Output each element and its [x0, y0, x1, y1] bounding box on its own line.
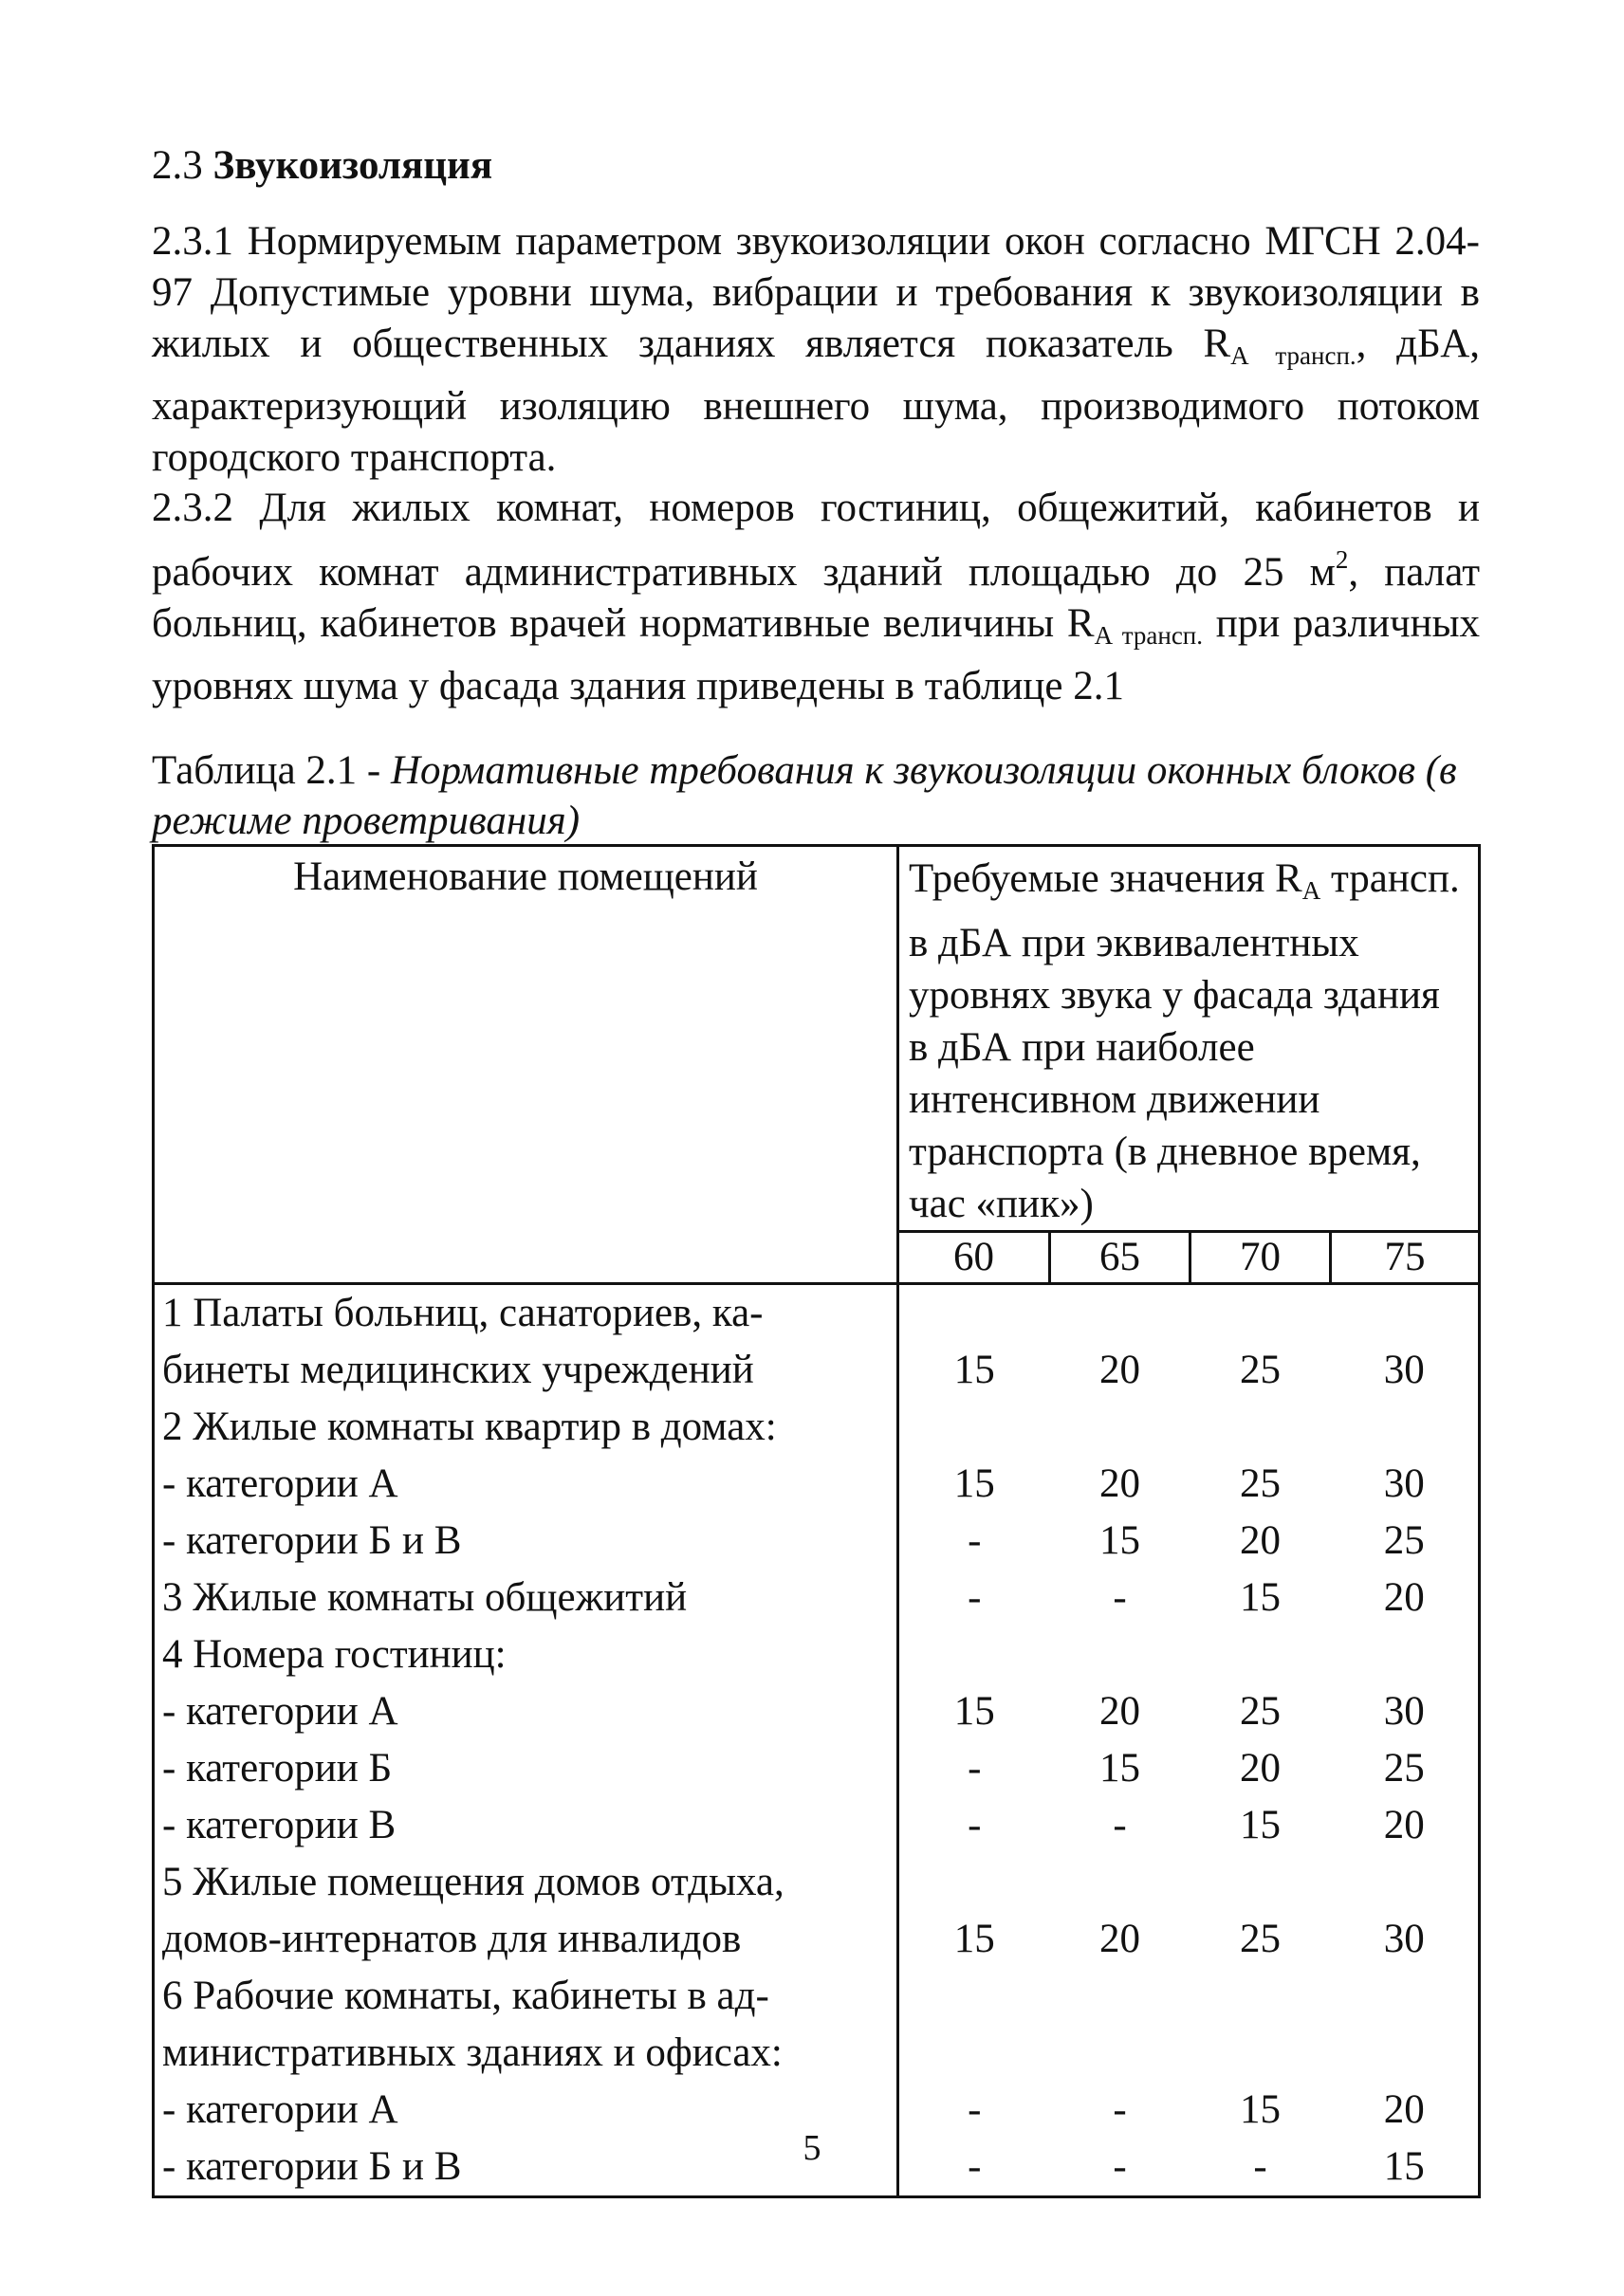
row-name: 1 Палаты больниц, санаториев, ка-	[154, 1284, 898, 1343]
table-row	[154, 2025, 1480, 2082]
row-value: 20	[1240, 1746, 1281, 1791]
row-name: министративных зданиях и офисах:	[154, 2025, 898, 2082]
row-value	[898, 2025, 1050, 2082]
subscript: А	[1301, 876, 1321, 905]
row-value: -	[968, 1518, 982, 1563]
row-value	[1331, 1284, 1480, 1343]
table-caption-title: Нормативные требования к звукоизоляции оконных блоков (в режиме проветривания)	[152, 748, 1457, 843]
row-name: 2 Жилые комнаты квартир в домах:	[154, 1399, 898, 1456]
row-value: 20	[1099, 1461, 1140, 1506]
col-header-required	[898, 846, 1480, 1232]
paragraph-text-mid: , палат больниц, кабинетов врачей нормативные величины R	[152, 550, 1480, 646]
row-value	[1050, 1854, 1190, 1911]
row-name: - категории А	[154, 1456, 898, 1513]
row-value: 15	[1240, 2087, 1281, 2132]
row-value	[898, 1854, 1050, 1911]
row-value: 25	[1331, 1740, 1480, 1797]
row-value: 15	[1240, 1803, 1281, 1847]
table-row	[154, 1797, 1480, 1854]
table-row	[154, 1911, 1480, 1968]
level-header: 75	[1331, 1232, 1480, 1284]
row-value	[1050, 2025, 1190, 2082]
row-value: 30	[1331, 1683, 1480, 1740]
section-number: 2.3	[152, 143, 203, 188]
col-header-required-tail: трансп. в дБА при эквивалентных уровнях звука у фасада здания в дБА при наиболее интенсивном движении транспорта (в дневное время, час «пик»)	[909, 856, 1460, 1226]
row-value: -	[1113, 1575, 1127, 1620]
norms-table	[152, 844, 1481, 2198]
row-value: 20	[1331, 2082, 1480, 2139]
row-value: 20	[1099, 1689, 1140, 1734]
table-row	[154, 1740, 1480, 1797]
row-value: -	[968, 2087, 982, 2132]
paragraph-text-tail: , дБА, характеризующий изоляцию внешнего шума, производимого потоком городского транспорта.	[152, 321, 1480, 480]
paragraph-2-3-2	[152, 483, 1480, 712]
row-name: домов-интернатов для инвалидов	[154, 1911, 898, 1968]
row-name: - категории А	[154, 1683, 898, 1740]
row-name: 3 Жилые комнаты общежитий	[154, 1570, 898, 1626]
table-row	[154, 1399, 1480, 1456]
row-value	[1190, 1626, 1331, 1683]
row-name: - категории В	[154, 1797, 898, 1854]
row-name: - категории Б и В	[154, 1513, 898, 1570]
row-name: - категории Б	[154, 1740, 898, 1797]
table-row	[154, 1456, 1480, 1513]
row-value	[898, 1399, 1050, 1456]
paragraph-2-3-1	[152, 216, 1480, 484]
row-name: - категории А	[154, 2082, 898, 2139]
col-header-required-text: Требуемые значения R	[909, 856, 1302, 901]
row-value: 25	[1240, 1461, 1281, 1506]
row-value: 20	[1099, 1917, 1140, 1961]
subscript: А трансп.	[1230, 341, 1356, 370]
row-value	[898, 1626, 1050, 1683]
row-value: 20	[1099, 1348, 1140, 1392]
row-value: 30	[1331, 1911, 1480, 1968]
row-value: -	[1190, 2139, 1331, 2197]
row-value	[1331, 2025, 1480, 2082]
row-value	[1190, 1284, 1331, 1343]
row-value	[1190, 1854, 1331, 1911]
row-value: 15	[953, 1461, 995, 1506]
row-value	[1190, 2025, 1331, 2082]
row-value	[1331, 1968, 1480, 2025]
row-value	[898, 1284, 1050, 1343]
row-value	[1050, 1968, 1190, 2025]
row-value: -	[968, 1575, 982, 1620]
table-row	[154, 1570, 1480, 1626]
row-value: 15	[953, 1348, 995, 1392]
row-value: 25	[1240, 1348, 1281, 1392]
table-row	[154, 1968, 1480, 2025]
row-name: бинеты медицинских учреждений	[154, 1342, 898, 1399]
row-value: 30	[1331, 1342, 1480, 1399]
row-value	[1050, 1399, 1190, 1456]
paragraph-text: 2.3.2 Для жилых комнат, номеров гостиниц, общежитий, кабинетов и рабочих комнат административных зданий площадью до 25 м	[152, 486, 1480, 595]
section-heading	[152, 138, 492, 193]
level-header: 60	[898, 1232, 1050, 1284]
row-name: - категории Б и В	[154, 2139, 898, 2197]
row-value: 15	[953, 1917, 995, 1961]
row-value: 20	[1331, 1570, 1480, 1626]
row-value: 25	[1240, 1917, 1281, 1961]
row-value: -	[968, 1803, 982, 1847]
row-name: 6 Рабочие комнаты, кабинеты в ад-	[154, 1968, 898, 2025]
row-value	[1190, 1968, 1331, 2025]
row-value: -	[968, 1746, 982, 1791]
row-name: 5 Жилые помещения домов отдыха,	[154, 1854, 898, 1911]
row-value: 25	[1240, 1689, 1281, 1734]
table-row	[154, 1626, 1480, 1683]
table-row	[154, 1513, 1480, 1570]
row-value: -	[1113, 2087, 1127, 2132]
table-caption-prefix: Таблица 2.1 -	[152, 748, 391, 793]
table-row	[154, 1342, 1480, 1399]
paragraph-text-tail: при различных уровнях шума у фасада здания приведены в таблице 2.1	[152, 601, 1481, 708]
row-value: 20	[1240, 1518, 1281, 1563]
row-value: 15	[1099, 1518, 1140, 1563]
table-row	[154, 1854, 1480, 1911]
row-value: 15	[1099, 1746, 1140, 1791]
row-value	[1050, 1284, 1190, 1343]
level-header: 65	[1050, 1232, 1190, 1284]
row-value: 15	[953, 1689, 995, 1734]
row-value: -	[898, 2139, 1050, 2197]
subscript: А трансп.	[1094, 621, 1204, 650]
superscript: 2	[1335, 545, 1349, 574]
row-value: -	[1050, 2139, 1190, 2197]
paragraph-text: 2.3.1 Нормируемым параметром звукоизоляции окон согласно МГСН 2.04-97 Допустимые уровни шума, вибрации и требования к звукоизоляции в жилых и общественных зданиях является показатель R	[152, 219, 1480, 366]
row-value	[898, 1968, 1050, 2025]
row-value	[1050, 1626, 1190, 1683]
row-value: -	[1113, 1803, 1127, 1847]
table-row	[154, 1683, 1480, 1740]
row-value	[1331, 1626, 1480, 1683]
page-number: 5	[803, 2128, 821, 2168]
row-value: 25	[1331, 1513, 1480, 1570]
table-caption	[152, 745, 1480, 846]
row-value: 15	[1331, 2139, 1480, 2197]
row-value	[1331, 1854, 1480, 1911]
row-value	[1190, 1399, 1331, 1456]
row-value: 20	[1331, 1797, 1480, 1854]
level-header: 70	[1190, 1232, 1331, 1284]
col-header-name: Наименование помещений	[154, 846, 898, 1284]
row-value: 15	[1240, 1575, 1281, 1620]
table-row	[154, 1284, 1480, 1343]
row-value	[1331, 1399, 1480, 1456]
row-value: 30	[1331, 1456, 1480, 1513]
row-name: 4 Номера гостиниц:	[154, 1626, 898, 1683]
section-title: Звукоизоляция	[212, 143, 493, 188]
